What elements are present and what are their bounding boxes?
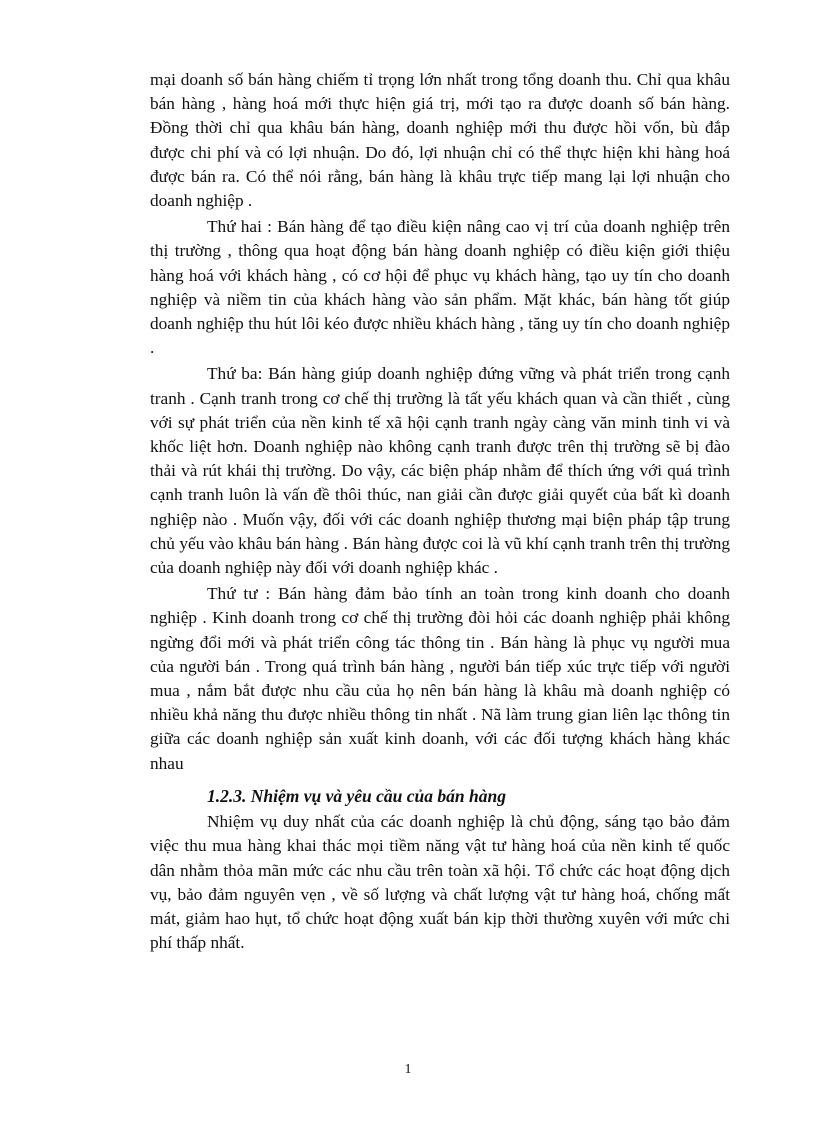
paragraph-second-point: Thứ hai : Bán hàng để tạo điều kiện nâng cao vị trí của doanh nghiệp trên thị trường , thông qua hoạt động bán hàng doanh nghiệp có điều kiện giới thiệu hàng hoá với khách hàng , có cơ hội để phục vụ khách hàng, tạo uy tín cho doanh nghiệp và niềm tin của khách hàng vào sản phẩm. Mặt khác, bán hàng tốt giúp doanh nghiệp thu hút lôi kéo được nhiều khách hàng , tăng uy tín cho doanh nghiệp . xyxy=(150,217,730,358)
section-heading: 1.2.3. Nhiệm vụ và yêu cầu của bán hàng xyxy=(207,785,506,806)
paragraph-continuation: mại doanh số bán hàng chiếm tỉ trọng lớn nhất trong tổng doanh thu. Chỉ qua khâu bán hàng , hàng hoá mới thực hiện giá trị, mới tạo ra được doanh số bán hàng. Đồng thời chỉ qua khâu bán hàng, doanh nghiệp mới thu được hồi vốn, bù đắp được chi phí và có lợi nhuận. Do đó, lợi nhuận chỉ có thể thực hiện khi hàng hoá được bán ra. Có thể nói rằng, bán hàng là khâu trực tiếp mang lại lợi nhuận cho doanh nghiệp . xyxy=(150,70,730,211)
page-number: 1 xyxy=(404,1062,412,1077)
body-text xyxy=(150,68,730,955)
paragraph-fourth-point: Thứ tư : Bán hàng đảm bảo tính an toàn trong kinh doanh cho doanh nghiệp . Kinh doanh trong cơ chế thị trường đòi hỏi các doanh nghiệp phải không ngừng đổi mới và phát triển công tác thông tin . Bán hàng là phục vụ người mua của người bán . Trong quá trình bán hàng , người bán tiếp xúc trực tiếp với người mua , nắm bắt được nhu cầu của họ nên bán hàng là khâu mà doanh nghiệp có nhiều khả năng thu được nhiều thông tin nhất . Nã làm trung gian liên lạc thông tin giữa các doanh nghiệp sản xuất kinh doanh, với các đối tượng khách hàng khác nhau xyxy=(150,584,730,773)
paragraph-third-point: Thứ ba: Bán hàng giúp doanh nghiệp đứng vững và phát triển trong cạnh tranh . Cạnh tranh trong cơ chế thị trường là tất yếu khách quan và cần thiết , cùng với sự phát triển của nền kinh tế xã hội cạnh tranh ngày càng văn minh tinh vi và khốc liệt hơn. Doanh nghiệp nào không cạnh tranh được trên thị trường sẽ bị đào thải và rút khái thị trường. Do vậy, các biện pháp nhằm để thích ứng với quá trình cạnh tranh luôn là vấn đề thôi thúc, nan giải cần được giải quyết của bất kì doanh nghiệp nào . Muốn vậy, đối với các doanh nghiệp thương mại biện pháp tập trung chủ yếu vào khâu bán hàng . Bán hàng được coi là vũ khí cạnh tranh trên thị trường của doanh nghiệp này đối với doanh nghiệp khác . xyxy=(150,364,730,578)
paragraph-tasks: Nhiệm vụ duy nhất của các doanh nghiệp là chủ động, sáng tạo bảo đảm việc thu mua hàng khai thác mọi tiềm năng vật tư hàng hoá của nền kinh tế quốc dân nhằm thỏa mãn mức các nhu cầu trên toàn xã hội. Tổ chức các hoạt động dịch vụ, bảo đảm nguyên vẹn , về số lượng và chất lượng vật tư hàng hoá, chống mất mát, giảm hao hụt, tổ chức hoạt động xuất bán kịp thời thường xuyên với mức chi phí thấp nhất. xyxy=(150,812,730,953)
